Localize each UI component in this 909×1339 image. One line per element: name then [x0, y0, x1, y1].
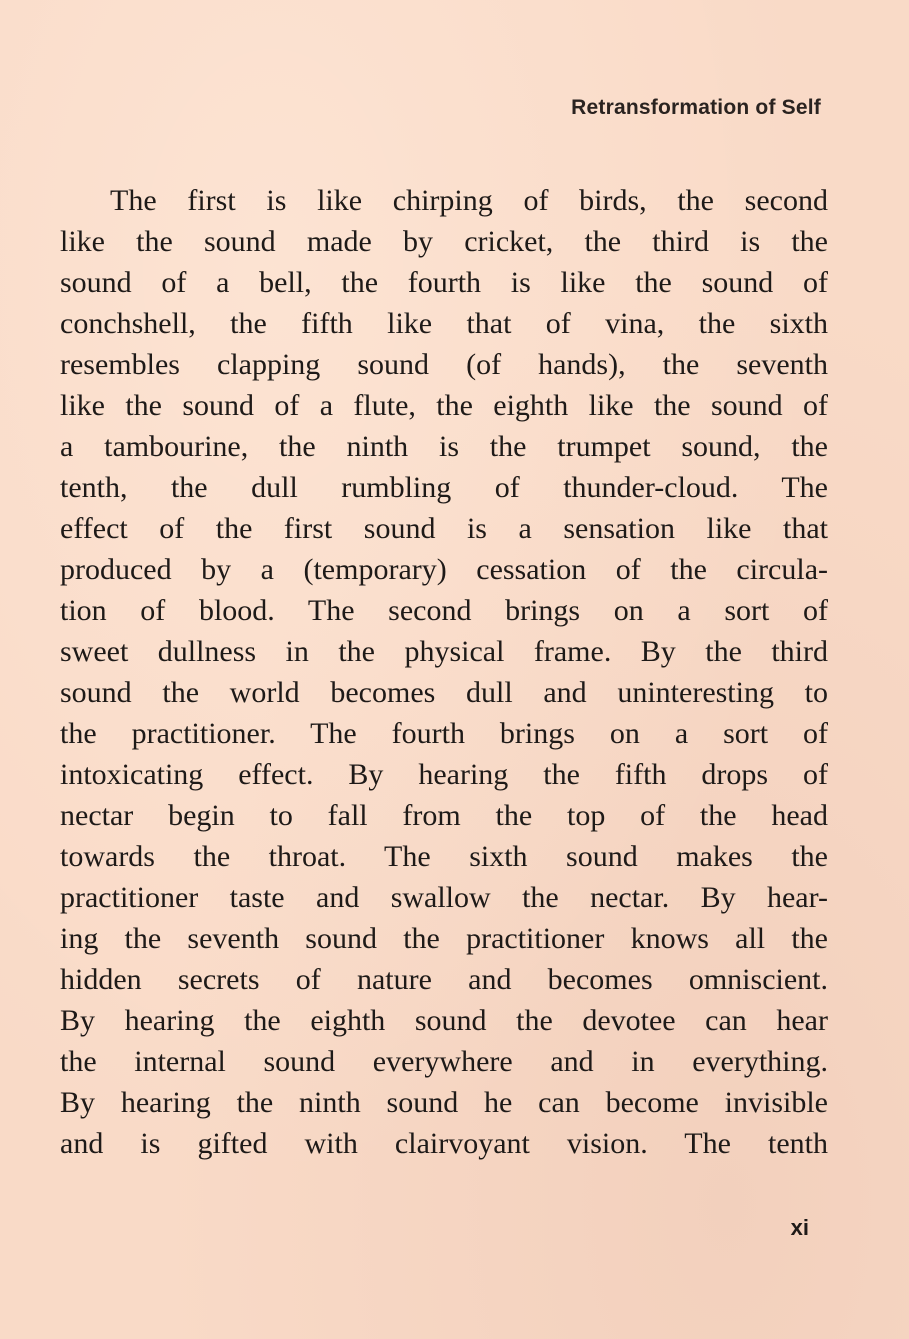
text-line: like the sound made by cricket, the third is the — [60, 225, 828, 258]
text-line: intoxicating effect. By hearing the fifth drops of — [60, 758, 828, 791]
text-line: hidden secrets of nature and becomes omniscient. — [60, 963, 828, 996]
text-line: ing the seventh sound the practitioner knows all the — [60, 922, 828, 955]
body-paragraph — [60, 180, 828, 1164]
text-line: produced by a (temporary) cessation of the circula- — [60, 553, 828, 586]
running-head-title: Retransformation of Self — [571, 96, 821, 119]
text-line: conchshell, the fifth like that of vina, the sixth — [60, 307, 828, 340]
text-line: By hearing the ninth sound he can become invisible — [60, 1086, 828, 1119]
text-line: the internal sound everywhere and in everything. — [60, 1045, 828, 1078]
text-line: sweet dullness in the physical frame. By the third — [60, 635, 828, 668]
text-line: The first is like chirping of birds, the second — [110, 184, 828, 217]
text-line: tion of blood. The second brings on a sort of — [60, 594, 828, 627]
text-line: towards the throat. The sixth sound makes the — [60, 840, 828, 873]
text-line: tenth, the dull rumbling of thunder-cloud. The — [60, 471, 828, 504]
text-line: By hearing the eighth sound the devotee can hear — [60, 1004, 828, 1037]
text-line: a tambourine, the ninth is the trumpet sound, the — [60, 430, 828, 463]
text-line: effect of the first sound is a sensation like that — [60, 512, 828, 545]
text-line: resembles clapping sound (of hands), the seventh — [60, 348, 828, 381]
text-line: sound of a bell, the fourth is like the sound of — [60, 266, 828, 299]
text-line: sound the world becomes dull and uninteresting to — [60, 676, 828, 709]
text-line: nectar begin to fall from the top of the head — [60, 799, 828, 832]
text-line: like the sound of a flute, the eighth like the sound of — [60, 389, 828, 422]
text-line: the practitioner. The fourth brings on a sort of — [60, 717, 828, 750]
page-number: xi — [790, 1215, 809, 1240]
text-line: practitioner taste and swallow the nectar. By hear- — [60, 881, 828, 914]
text-line: and is gifted with clairvoyant vision. The tenth — [60, 1127, 828, 1160]
